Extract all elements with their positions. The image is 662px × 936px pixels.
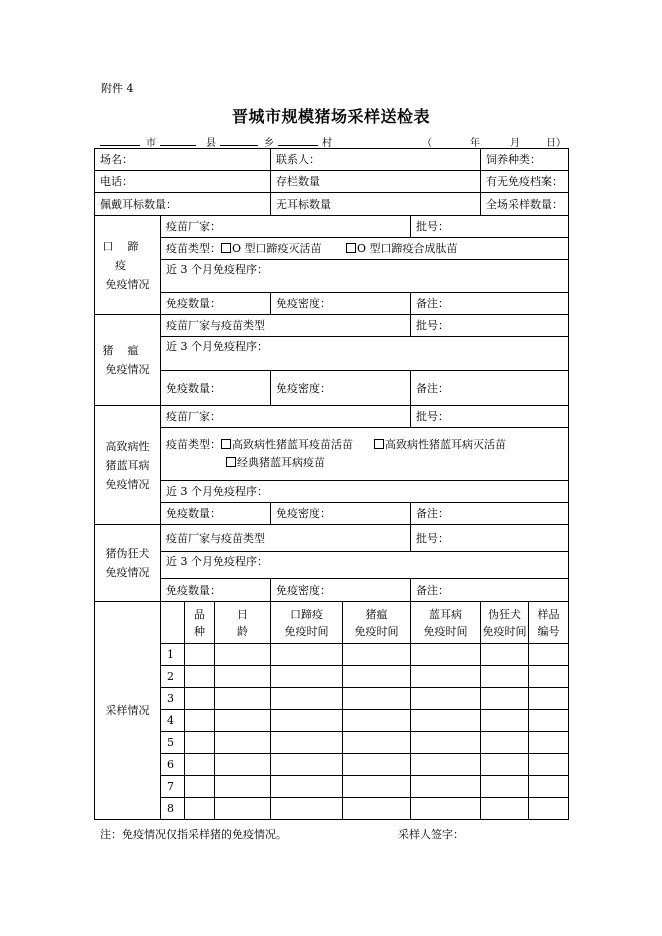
cell-csf-time[interactable]: [343, 710, 411, 732]
table-row: [95, 666, 569, 688]
sampling-header-row: [95, 602, 569, 644]
cell-breed[interactable]: [185, 688, 215, 710]
fmd-remark-field[interactable]: 备注：: [411, 293, 569, 315]
month-label: 月: [510, 138, 520, 149]
pr-density-field[interactable]: 免疫密度：: [271, 579, 411, 602]
cell-sample-no[interactable]: [529, 666, 569, 688]
contact-field[interactable]: 联系人：: [271, 149, 481, 171]
fmd-program-field[interactable]: 近 3 个月免疫程序：: [161, 260, 569, 293]
cell-csf-time[interactable]: [343, 688, 411, 710]
cell-prrs-time[interactable]: [411, 798, 481, 820]
cell-pr-time[interactable]: [481, 644, 529, 666]
signer-label: 采样人签字：: [398, 828, 464, 841]
csf-remark-field[interactable]: 备注：: [411, 371, 569, 406]
cell-csf-time[interactable]: [343, 732, 411, 754]
cell-sample-no[interactable]: [529, 798, 569, 820]
info-row-2: [95, 171, 569, 193]
cell-sample-no[interactable]: [529, 754, 569, 776]
cell-pr-time[interactable]: [481, 776, 529, 798]
prrs-program-field[interactable]: 近 3 个月免疫程序：: [161, 481, 569, 503]
pr-row-maker: [95, 525, 569, 552]
record-field[interactable]: 有无免疫档案：: [481, 171, 569, 193]
fmd-qty-field[interactable]: 免疫数量：: [161, 293, 271, 315]
cell-age[interactable]: [215, 666, 271, 688]
day-label: 日）: [546, 138, 566, 149]
cell-pr-time[interactable]: [481, 710, 529, 732]
prrs-row-maker: [95, 406, 569, 428]
date-open-paren: （: [422, 138, 432, 149]
cell-pr-time[interactable]: [481, 666, 529, 688]
city-blank[interactable]: [100, 145, 140, 146]
cell-pr-time[interactable]: [481, 732, 529, 754]
cell-pr-time[interactable]: [481, 688, 529, 710]
csf-program-field[interactable]: 近 3 个月免疫程序：: [161, 337, 569, 371]
cell-pr-time[interactable]: [481, 798, 529, 820]
row-number: 3: [161, 688, 185, 710]
farm-name-field[interactable]: 场名：: [95, 149, 271, 171]
cell-fmd-time[interactable]: [271, 732, 343, 754]
county-label: 县: [206, 138, 216, 149]
row-number: 5: [161, 732, 185, 754]
cell-fmd-time[interactable]: [271, 710, 343, 732]
cell-fmd-time[interactable]: [271, 688, 343, 710]
table-row: [95, 776, 569, 798]
sampling-section-title: 采样情况: [95, 602, 161, 820]
table-row: [95, 732, 569, 754]
sampling-index-header: [161, 602, 185, 644]
cell-breed[interactable]: [185, 644, 215, 666]
sample-form-table: [94, 148, 569, 820]
cell-prrs-time[interactable]: [411, 710, 481, 732]
table-row: [95, 710, 569, 732]
cell-prrs-time[interactable]: [411, 644, 481, 666]
cell-prrs-time[interactable]: [411, 732, 481, 754]
prrs-row-program: [95, 481, 569, 503]
cell-age[interactable]: [215, 688, 271, 710]
prrs-row-qty: [95, 503, 569, 525]
cell-fmd-time[interactable]: [271, 798, 343, 820]
row-number: 2: [161, 666, 185, 688]
cell-csf-time[interactable]: [343, 644, 411, 666]
cell-fmd-time[interactable]: [271, 666, 343, 688]
cell-csf-time[interactable]: [343, 754, 411, 776]
pr-section-title: 猪伪狂犬 免疫情况: [95, 525, 161, 602]
cell-prrs-time[interactable]: [411, 688, 481, 710]
cell-prrs-time[interactable]: [411, 754, 481, 776]
cell-sample-no[interactable]: [529, 644, 569, 666]
fmd-row-type: [95, 238, 569, 260]
pr-batch-field[interactable]: 批号：: [411, 525, 569, 552]
village-blank[interactable]: [278, 145, 318, 146]
csf-qty-field[interactable]: 免疫数量：: [161, 371, 271, 406]
city-label: 市: [146, 138, 156, 149]
row-number: 7: [161, 776, 185, 798]
cell-age[interactable]: [215, 644, 271, 666]
table-row: [95, 798, 569, 820]
year-label: 年: [470, 138, 480, 149]
cell-age[interactable]: [215, 732, 271, 754]
fmd-row-program: [95, 260, 569, 293]
annex-label: 附件 4: [101, 82, 134, 95]
row-number: 4: [161, 710, 185, 732]
cell-sample-no[interactable]: [529, 710, 569, 732]
pr-qty-field[interactable]: 免疫数量：: [161, 579, 271, 602]
prrs-section-title: 高致病性 猪蓝耳病 免疫情况: [95, 406, 161, 525]
fmd-opt1-checkbox[interactable]: [221, 243, 231, 253]
fmd-batch-field[interactable]: 批号：: [411, 216, 569, 238]
cell-age[interactable]: [215, 776, 271, 798]
cell-breed[interactable]: [185, 666, 215, 688]
cell-breed[interactable]: [185, 798, 215, 820]
info-row-1: [95, 149, 569, 171]
sampling-header-prrs-time: 蓝耳病 免疫时间: [411, 602, 481, 644]
table-row: [95, 688, 569, 710]
sampling-header-fmd-time: 口蹄疫 免疫时间: [271, 602, 343, 644]
cell-csf-time[interactable]: [343, 776, 411, 798]
location-line: [100, 134, 568, 148]
fmd-density-field[interactable]: 免疫密度：: [271, 293, 411, 315]
fmd-opt2-checkbox[interactable]: [346, 243, 356, 253]
table-row: [95, 754, 569, 776]
row-number: 6: [161, 754, 185, 776]
sampling-header-age: 日 龄: [215, 602, 271, 644]
sampling-header-breed: 品 种: [185, 602, 215, 644]
page-title: 晋城市规模猪场采样送检表: [231, 107, 430, 126]
prrs-opt1-checkbox[interactable]: [221, 439, 231, 449]
township-label: 乡: [264, 138, 274, 149]
phone-field[interactable]: 电话：: [95, 171, 271, 193]
table-row: [95, 644, 569, 666]
pr-row-qty: [95, 579, 569, 602]
cell-age[interactable]: [215, 754, 271, 776]
cell-csf-time[interactable]: [343, 666, 411, 688]
sample-total-field[interactable]: 全场采样数量：: [481, 193, 569, 216]
fmd-row-qty: [95, 293, 569, 315]
cell-prrs-time[interactable]: [411, 776, 481, 798]
fmd-row-maker: [95, 216, 569, 238]
prrs-opt2-checkbox[interactable]: [374, 439, 384, 449]
row-number: 8: [161, 798, 185, 820]
prrs-density-field[interactable]: 免疫密度：: [271, 503, 411, 525]
cell-age[interactable]: [215, 710, 271, 732]
fmd-maker-field[interactable]: 疫苗厂家：: [161, 216, 411, 238]
csf-section-title: 猪瘟 免疫情况: [95, 315, 161, 406]
cell-breed[interactable]: [185, 776, 215, 798]
prrs-qty-field[interactable]: 免疫数量：: [161, 503, 271, 525]
info-row-3: [95, 193, 569, 216]
township-blank[interactable]: [220, 145, 258, 146]
cell-age[interactable]: [215, 798, 271, 820]
cell-sample-no[interactable]: [529, 732, 569, 754]
pr-maker-type-field[interactable]: 疫苗厂家与疫苗类型: [161, 525, 411, 552]
sampling-header-sample-no: 样品 编号: [529, 602, 569, 644]
csf-row-maker: [95, 315, 569, 337]
cell-breed[interactable]: [185, 732, 215, 754]
cell-prrs-time[interactable]: [411, 666, 481, 688]
cell-sample-no[interactable]: [529, 688, 569, 710]
prrs-row-type: [95, 428, 569, 481]
csf-maker-type-field[interactable]: 疫苗厂家与疫苗类型: [161, 315, 411, 337]
pr-row-program: [95, 552, 569, 579]
footer-note: 注：免疫情况仅指采样猪的免疫情况。: [100, 828, 287, 841]
csf-row-program: [95, 337, 569, 371]
cell-fmd-time[interactable]: [271, 644, 343, 666]
sampling-header-csf-time: 猪瘟 免疫时间: [343, 602, 411, 644]
fmd-type-field: 疫苗类型： O 型口蹄疫灭活苗 O 型口蹄疫合成肽苗: [161, 238, 569, 260]
cell-fmd-time[interactable]: [271, 754, 343, 776]
prrs-maker-field[interactable]: 疫苗厂家：: [161, 406, 411, 428]
county-blank[interactable]: [160, 145, 196, 146]
pr-program-field[interactable]: 近 3 个月免疫程序：: [161, 552, 569, 579]
prrs-remark-field[interactable]: 备注：: [411, 503, 569, 525]
prrs-type-field: 疫苗类型： 高致病性猪蓝耳疫苗活苗 高致病性猪蓝耳病灭活苗 经典猪蓝耳病疫苗: [161, 428, 569, 481]
cell-breed[interactable]: [185, 754, 215, 776]
cell-fmd-time[interactable]: [271, 776, 343, 798]
csf-density-field[interactable]: 免疫密度：: [271, 371, 411, 406]
csf-row-qty: [95, 371, 569, 406]
eartag-field[interactable]: 佩戴耳标数量：: [95, 193, 271, 216]
breed-field[interactable]: 饲养种类：: [481, 149, 569, 171]
csf-batch-field[interactable]: 批号：: [411, 315, 569, 337]
sampling-header-pr-time: 伪狂犬 免疫时间: [481, 602, 529, 644]
prrs-batch-field[interactable]: 批号：: [411, 406, 569, 428]
pr-remark-field[interactable]: 备注：: [411, 579, 569, 602]
no-eartag-field[interactable]: 无耳标数量: [271, 193, 481, 216]
row-number: 1: [161, 644, 185, 666]
stock-field[interactable]: 存栏数量: [271, 171, 481, 193]
prrs-opt3-checkbox[interactable]: [226, 457, 236, 467]
village-label: 村: [322, 138, 332, 149]
cell-sample-no[interactable]: [529, 776, 569, 798]
fmd-section-title: 口蹄疫 免疫情况: [95, 216, 161, 315]
cell-breed[interactable]: [185, 710, 215, 732]
cell-csf-time[interactable]: [343, 798, 411, 820]
cell-pr-time[interactable]: [481, 754, 529, 776]
